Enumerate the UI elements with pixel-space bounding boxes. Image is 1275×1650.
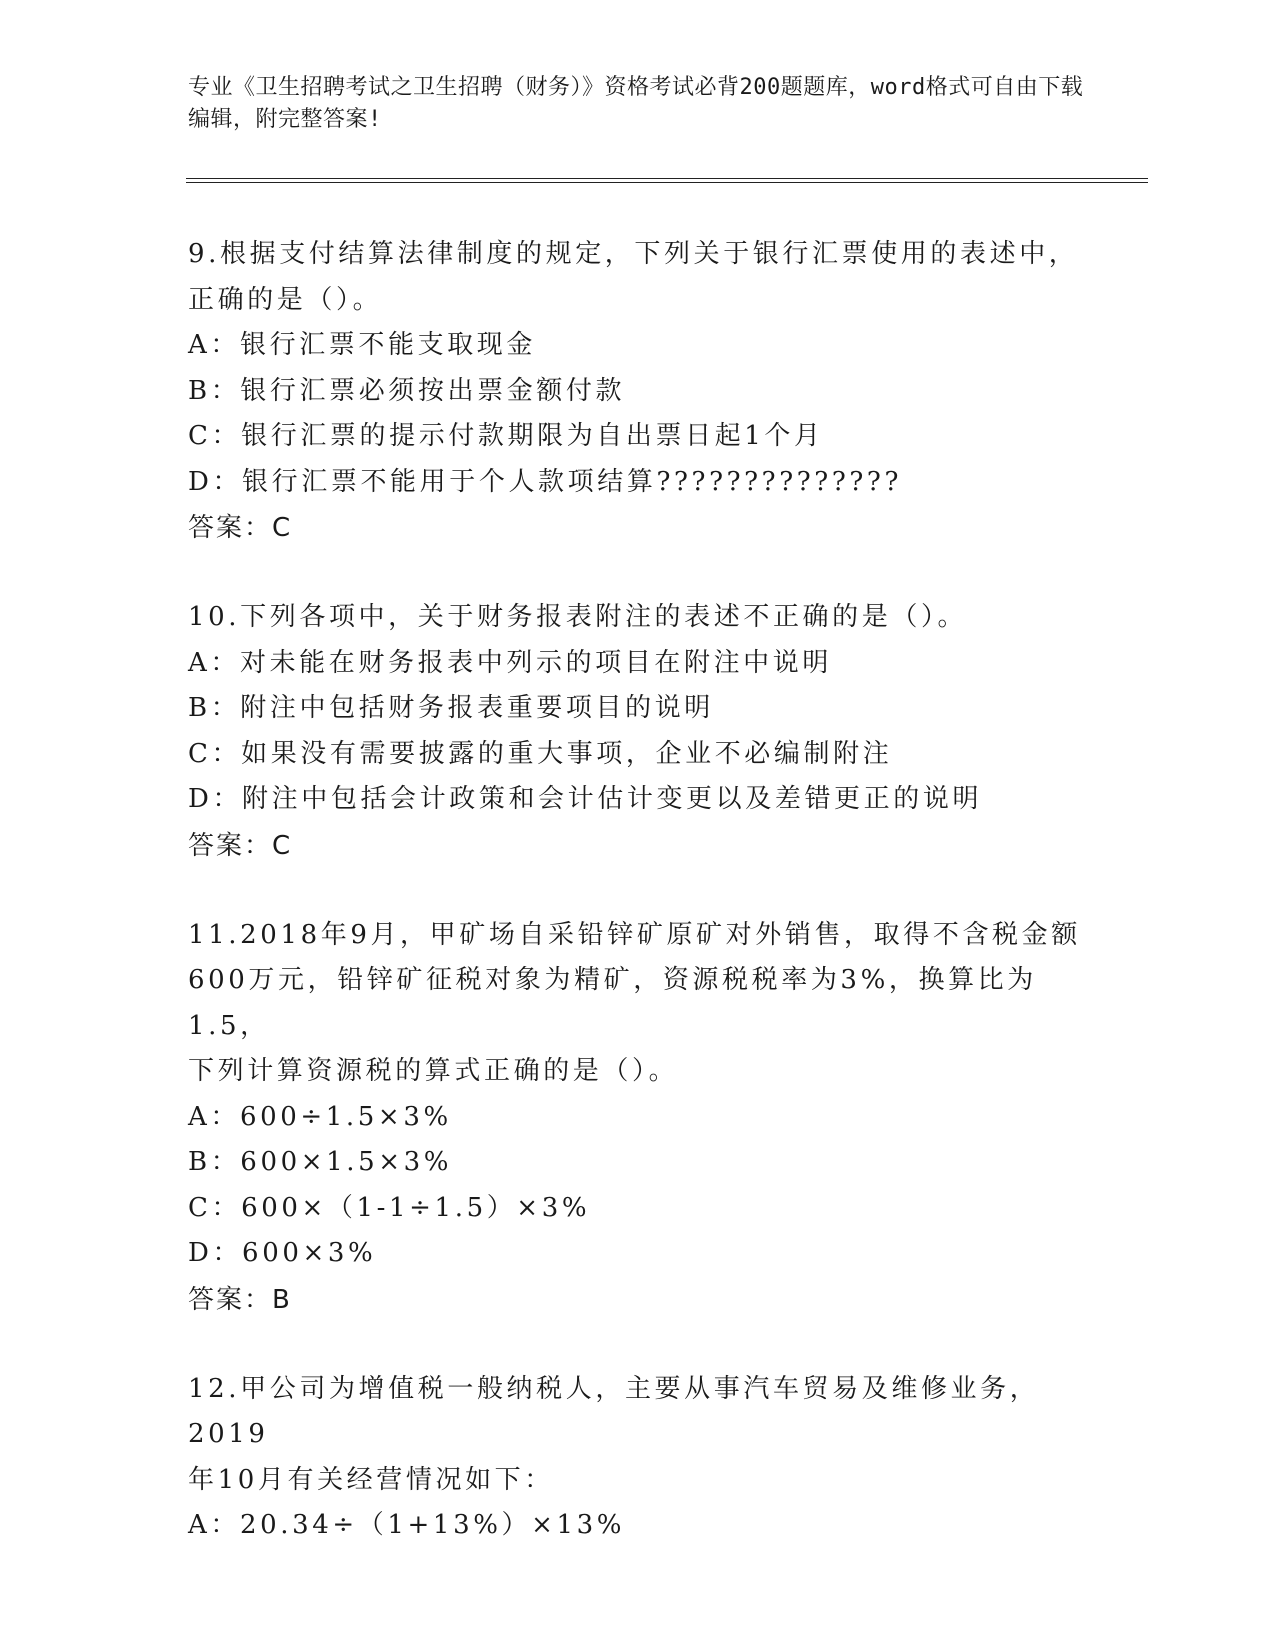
document-header: 专业《卫生招聘考试之卫生招聘（财务）》资格考试必背200题题库，word格式可自由下载编辑，附完整答案! [188,75,1084,132]
option-a: A：20.34÷（1+13%）×13% [188,1510,626,1540]
question-text: 9.根据支付结算法律制度的规定，下列关于银行汇票使用的表述中， 正确的是（）。 [188,239,1079,315]
option-a: A：600÷1.5×3% [188,1101,452,1132]
answer-line: 答案：B [188,1284,292,1315]
option-b: B：银行汇票必须按出票金额付款 [188,375,626,406]
question-9 [188,232,1088,551]
option-a: A：银行汇票不能支取现金 [188,330,536,360]
question-text: 11.2018年9月，甲矿场自采铅锌矿原矿对外销售，取得不含税金额 600万元，铅锌矿征税对象为精矿，资源税税率为3%，换算比为1.5， 下列计算资源税的算式正确的是（）。 [188,919,1081,1086]
option-c: C：600×（1-1÷1.5）×3% [188,1192,591,1223]
option-c: C：如果没有需要披露的重大事项，企业不必编制附注 [188,738,893,769]
question-list [188,232,1088,1593]
option-a: A：对未能在财务报表中列示的项目在附注中说明 [188,647,832,678]
option-c: C：银行汇票的提示付款期限为自出票日起1个月 [188,421,824,451]
option-d: D：银行汇票不能用于个人款项结算?????????????? [188,466,902,497]
question-text: 10.下列各项中，关于财务报表附注的表述不正确的是（）。 [188,602,968,632]
option-b: B：600×1.5×3% [188,1147,453,1177]
question-12 [188,1367,1088,1549]
question-10 [188,595,1088,869]
question-text: 12.甲公司为增值税一般纳税人，主要从事汽车贸易及维修业务，2019 年10月有关经营情况如下： [188,1373,1040,1495]
option-d: D：600×3% [188,1238,377,1268]
answer-line: 答案：C [188,830,293,861]
option-d: D：附注中包括会计政策和会计估计变更以及差错更正的说明 [188,784,983,814]
answer-line: 答案：C [188,513,293,543]
question-11 [188,913,1088,1323]
option-b: B：附注中包括财务报表重要项目的说明 [188,693,714,723]
header-divider [186,178,1148,183]
